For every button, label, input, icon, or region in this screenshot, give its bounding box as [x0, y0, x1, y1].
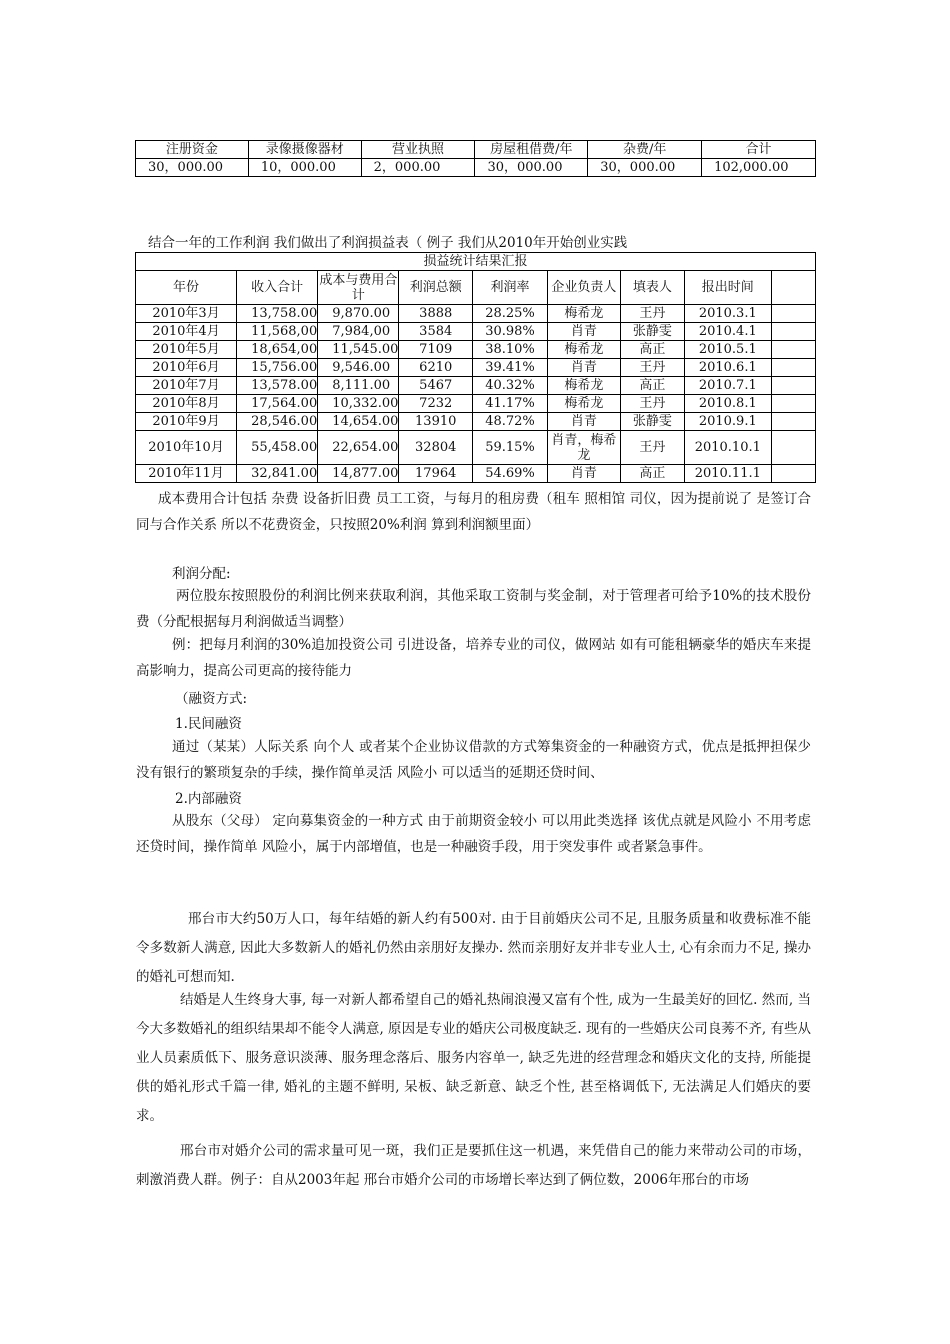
profit-table-cell — [771, 377, 815, 395]
profit-table-cell: 7,984,00 — [318, 323, 399, 341]
profit-table-title: 损益统计结果汇报 — [136, 253, 816, 271]
profit-table-cell: 8,111.00 — [318, 377, 399, 395]
capital-value-row — [136, 159, 816, 177]
profit-table-cell — [771, 323, 815, 341]
profit-table-row — [136, 305, 816, 323]
profit-table-cell: 梅希龙 — [547, 377, 620, 395]
profit-table-cell: 肖青，梅希龙 — [547, 431, 620, 465]
profit-table-cell: 5467 — [399, 377, 473, 395]
profit-table-cell: 39.41% — [473, 359, 548, 377]
profit-header-cell: 利润总额 — [399, 271, 473, 305]
method-2-text: 从股东（父母） 定向募集资金的一种方式 由于前期资金较小 可以用此类选择 该优点就是风险小 不用考虑还贷时间，操作简单 风险小，属于内部增值，也是一种融资手段，用于突发事件 或者紧急事件。 — [136, 813, 811, 855]
profit-table-cell: 肖青 — [547, 413, 620, 431]
profit-table-cell: 28.25% — [473, 305, 548, 323]
profit-table-cell: 48.72% — [473, 413, 548, 431]
profit-table-cell: 18,654,00 — [237, 341, 318, 359]
profit-table-cell: 9,870.00 — [318, 305, 399, 323]
profit-table-row — [136, 413, 816, 431]
profit-table-cell: 41.17% — [473, 395, 548, 413]
capital-header-cell: 杂费/年 — [588, 141, 702, 159]
capital-header-cell: 营业执照 — [361, 141, 475, 159]
profit-table-cell: 6210 — [399, 359, 473, 377]
profit-table-cell: 32,841.00 — [237, 465, 318, 483]
profit-header-cell: 填表人 — [620, 271, 684, 305]
profit-header-cell: 年份 — [136, 271, 237, 305]
profit-table-cell: 高正 — [620, 341, 684, 359]
profit-table-cell: 40.32% — [473, 377, 548, 395]
profit-table-cell: 14,877.00 — [318, 465, 399, 483]
capital-header-cell: 合计 — [702, 141, 816, 159]
profit-table-cell: 梅希龙 — [547, 341, 620, 359]
profit-table-cell: 2010.6.1 — [684, 359, 771, 377]
profit-table-cell: 2010.3.1 — [684, 305, 771, 323]
profit-table-cell: 32804 — [399, 431, 473, 465]
profit-table-cell: 肖青 — [547, 359, 620, 377]
profit-table-cell: 7109 — [399, 341, 473, 359]
capital-header-cell: 房屋租借费/年 — [475, 141, 588, 159]
profit-table-intro: 结合一年的工作利润 我们做出了利润损益表（ 例子 我们从2010年开始创业实践 — [148, 235, 628, 251]
profit-table-cell: 14,654.00 — [318, 413, 399, 431]
market-paragraph-3: 邢台市对婚介公司的需求量可见一斑，我们正是要抓住这一机遇，来凭借自己的能力来带动公司的市场，刺激消费人群。例子：自从2003年起 邢台市婚介公司的市场增长率达到了俩位数，2006年邢台的市场 — [136, 1143, 811, 1188]
capital-value-cell: 30，000.00 — [588, 159, 702, 177]
capital-header-cell: 录像摄像器材 — [248, 141, 361, 159]
capital-value-cell: 30，000.00 — [136, 159, 249, 177]
profit-table-cell: 2010年8月 — [136, 395, 237, 413]
profit-header-cell — [771, 271, 815, 305]
profit-table-cell: 2010年5月 — [136, 341, 237, 359]
capital-header-cell: 注册资金 — [136, 141, 249, 159]
profit-table-cell: 3584 — [399, 323, 473, 341]
profit-table-cell: 2010.9.1 — [684, 413, 771, 431]
profit-table-cell: 2010.4.1 — [684, 323, 771, 341]
profit-table-cell: 2010.7.1 — [684, 377, 771, 395]
profit-table-body — [136, 305, 816, 483]
capital-value-cell: 2，000.00 — [361, 159, 475, 177]
profit-table-row — [136, 395, 816, 413]
profit-table-cell: 2010.8.1 — [684, 395, 771, 413]
profit-header-cell: 利润率 — [473, 271, 548, 305]
example-text: 例：把每月利润的30%追加投资公司 引进设备，培养专业的司仪，做网站 如有可能租辆豪华的婚庆车来提高影响力，提高公司更高的接待能力 — [136, 637, 811, 679]
profit-table-cell: 2010年10月 — [136, 431, 237, 465]
financing-title: （融资方式: — [175, 691, 248, 707]
profit-table-cell: 肖青 — [547, 465, 620, 483]
profit-table-cell: 肖青 — [547, 323, 620, 341]
profit-header-cell: 报出时间 — [684, 271, 771, 305]
profit-table-cell — [771, 465, 815, 483]
profit-table-cell: 22,654.00 — [318, 431, 399, 465]
profit-table-cell: 9,546.00 — [318, 359, 399, 377]
method-1-text: 通过（某某）人际关系 向个人 或者某个企业协议借款的方式筹集资金的一种融资方式，优点是抵押担保少 没有银行的繁琐复杂的手续，操作简单灵活 风险小 可以适当的延期还贷时间、 — [136, 739, 811, 781]
capital-header-row — [136, 141, 816, 159]
profit-table-row — [136, 465, 816, 483]
profit-table-cell: 15,756.00 — [237, 359, 318, 377]
profit-table-cell: 王丹 — [620, 395, 684, 413]
profit-table-cell: 张静雯 — [620, 413, 684, 431]
profit-table-row — [136, 431, 816, 465]
profit-table-cell: 2010年3月 — [136, 305, 237, 323]
cost-note: 成本费用合计包括 杂费 设备折旧费 员工工资，与每月的租房费（租车 照相馆 司仪，因为提前说了 是签订合同与合作关系 所以不花费资金，只按照20%利润 算到利润额里面） — [136, 491, 811, 533]
profit-table-cell — [771, 305, 815, 323]
profit-table-cell: 高正 — [620, 377, 684, 395]
profit-table-cell: 2010年6月 — [136, 359, 237, 377]
profit-table-cell: 55,458.00 — [237, 431, 318, 465]
profit-distribution-text: 两位股东按照股份的利润比例来获取利润，其他采取工资制与奖金制，对于管理者可给予10%的技术股份费（分配根据每月利润做适当调整） — [136, 588, 811, 630]
profit-table-title-row — [136, 253, 816, 271]
profit-table-cell: 13,578.00 — [237, 377, 318, 395]
profit-distribution-title: 利润分配: — [172, 566, 231, 582]
method-1-title: 1.民间融资 — [175, 716, 242, 732]
profit-table-cell: 17964 — [399, 465, 473, 483]
profit-table-cell: 54.69% — [473, 465, 548, 483]
profit-table-cell — [771, 431, 815, 465]
profit-table-cell: 梅希龙 — [547, 305, 620, 323]
market-paragraph-2: 结婚是人生终身大事, 每一对新人都希望自己的婚礼热闹浪漫又富有个性, 成为一生最美好的回忆. 然而, 当今大多数婚礼的组织结果却不能令人满意, 原因是专业的婚庆公司极度缺乏. 现有的一些婚庆公司良莠不齐, 有些从业人员素质低下、服务意识淡薄、服务理念落后、服务内容单一, 缺乏先进的经营理念和婚庆文化的支持, 所能提供的婚礼形式千篇一律, 婚礼的主题不鲜明, 呆板、缺乏新意、缺乏个性, 甚至格调低下, 无法满足人们婚庆的要求。 — [136, 992, 811, 1124]
profit-table-cell: 王丹 — [620, 305, 684, 323]
profit-table-cell: 2010.5.1 — [684, 341, 771, 359]
profit-table-cell — [771, 341, 815, 359]
profit-table-cell: 7232 — [399, 395, 473, 413]
profit-table-cell: 59.15% — [473, 431, 548, 465]
profit-table-cell — [771, 413, 815, 431]
profit-table-row — [136, 341, 816, 359]
profit-table-cell — [771, 395, 815, 413]
profit-table-cell: 10,332.00 — [318, 395, 399, 413]
capital-value-cell: 10，000.00 — [248, 159, 361, 177]
profit-table-cell: 13910 — [399, 413, 473, 431]
profit-table-cell: 11,568,00 — [237, 323, 318, 341]
profit-table-cell: 2010年7月 — [136, 377, 237, 395]
capital-value-cell: 102,000.00 — [702, 159, 816, 177]
profit-table-cell: 3888 — [399, 305, 473, 323]
profit-header-cell: 成本与费用合计 — [319, 272, 398, 303]
capital-value-cell: 30，000.00 — [475, 159, 588, 177]
profit-header-cell: 收入合计 — [237, 271, 318, 305]
profit-table-cell — [771, 359, 815, 377]
profit-table-cell: 17,564.00 — [237, 395, 318, 413]
profit-table-row — [136, 323, 816, 341]
profit-table-cell: 王丹 — [620, 359, 684, 377]
profit-table-cell: 2010年4月 — [136, 323, 237, 341]
profit-loss-table — [135, 252, 816, 483]
profit-table-cell: 11,545.00 — [318, 341, 399, 359]
profit-table-cell: 高正 — [620, 465, 684, 483]
startup-capital-table — [135, 140, 816, 177]
profit-table-cell: 梅希龙 — [547, 395, 620, 413]
profit-table-cell: 30.98% — [473, 323, 548, 341]
profit-table-cell: 13,758.00 — [237, 305, 318, 323]
profit-table-cell: 28,546.00 — [237, 413, 318, 431]
profit-table-cell: 王丹 — [620, 431, 684, 465]
profit-table-row — [136, 377, 816, 395]
method-2-title: 2.内部融资 — [175, 791, 242, 807]
profit-table-cell: 2010年9月 — [136, 413, 237, 431]
profit-table-cell: 2010.11.1 — [684, 465, 771, 483]
profit-table-row — [136, 359, 816, 377]
profit-table-cell: 2010年11月 — [136, 465, 237, 483]
profit-table-cell: 38.10% — [473, 341, 548, 359]
market-paragraph-1: 邢台市大约50万人口，每年结婚的新人约有500对. 由于目前婚庆公司不足, 且服务质量和收费标准不能令多数新人满意, 因此大多数新人的婚礼仍然由亲朋好友操办. 然而亲朋好友并非专业人士, 心有余而力不足, 操办的婚礼可想而知. — [136, 911, 811, 985]
profit-table-cell: 张静雯 — [620, 323, 684, 341]
profit-header-cell: 企业负责人 — [547, 271, 620, 305]
profit-header-row — [136, 271, 816, 305]
profit-table-cell: 2010.10.1 — [684, 431, 771, 465]
